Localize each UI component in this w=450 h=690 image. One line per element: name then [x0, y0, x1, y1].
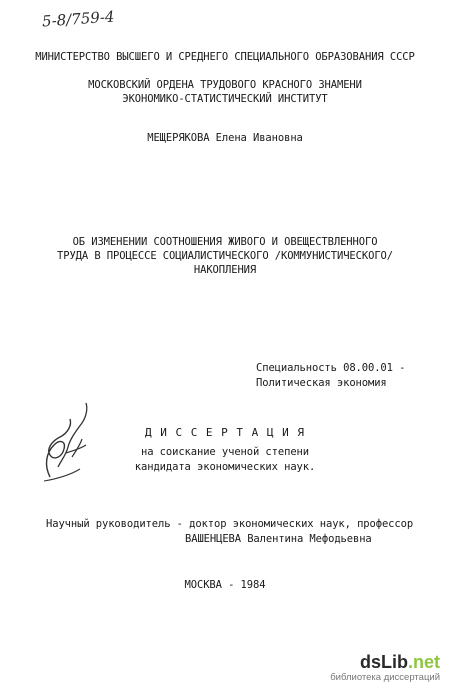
author-name: МЕЩЕРЯКОВА Елена Ивановна [147, 132, 303, 144]
advisor-line-1: Научный руководитель - доктор экономических наук, профессор [46, 518, 414, 530]
handwritten-signature [36, 395, 106, 490]
dslib-logo-right: .net [407, 652, 440, 672]
dslib-subtitle: библиотека диссертаций [330, 672, 440, 683]
institute-line-1: МОСКОВСКИЙ ОРДЕНА ТРУДОВОГО КРАСНОГО ЗНАМЕНИ [88, 79, 362, 91]
thesis-title-line-2: ТРУДА В ПРОЦЕССЕ СОЦИАЛИСТИЧЕСКОГО /КОММУНИСТИЧЕСКОГО/ [57, 250, 393, 262]
specialty-line-2: Политическая экономия [256, 377, 387, 389]
dissertation-heading: Д И С С Е Р Т А Ц И Я [144, 426, 306, 439]
dslib-logo [330, 652, 440, 672]
specialty-line-1: Специальность 08.00.01 - [256, 362, 406, 374]
thesis-title-line-3: НАКОПЛЕНИЯ [193, 264, 257, 276]
city-year: МОСКВА - 1984 [184, 579, 266, 591]
ministry-line: МИНИСТЕРСТВО ВЫСШЕГО И СРЕДНЕГО СПЕЦИАЛЬНОГО ОБРАЗОВАНИЯ СССР [35, 51, 415, 63]
institute-line-2: ЭКОНОМИКО-СТАТИСТИЧЕСКИЙ ИНСТИТУТ [122, 93, 328, 105]
dslib-logo-left: dsLib [359, 652, 408, 672]
degree-line-1: на соискание ученой степени [141, 446, 309, 458]
archive-mark: 5-8/759-4 [41, 7, 115, 31]
advisor-line-2: ВАШЕНЦЕВА Валентина Мефодьевна [185, 533, 372, 545]
thesis-title-line-1: ОБ ИЗМЕНЕНИИ СООТНОШЕНИЯ ЖИВОГО И ОВЕЩЕСТВЛЕННОГО [72, 236, 378, 248]
dslib-watermark [330, 652, 440, 684]
degree-line-2: кандидата экономических наук. [134, 461, 316, 473]
